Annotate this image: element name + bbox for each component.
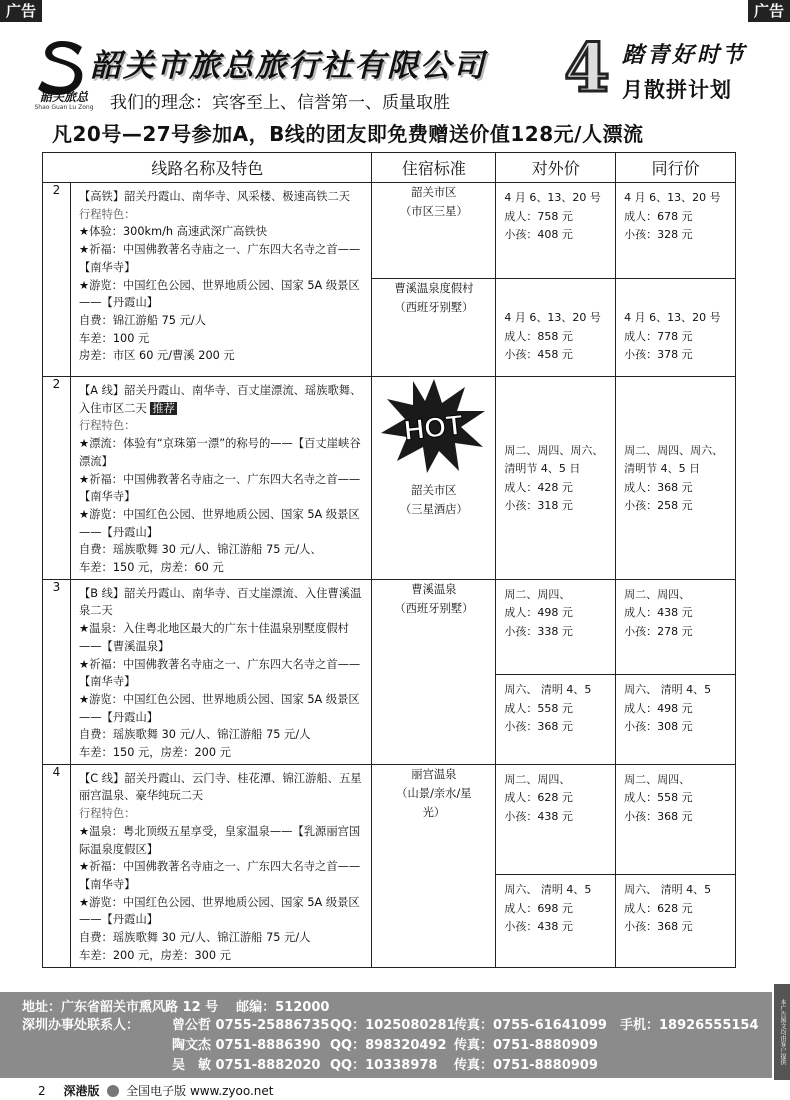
contact-row: 吴 敏 0751-8882020 QQ：10338978 传真：0751-8880909 — [172, 1058, 598, 1073]
stay-standard: 韶关市区 （市区三星） — [372, 183, 496, 279]
contact-row: 曾公哲 0755-25886735QQ：1025080281传真：0755-61641099 手机：18926555154 — [172, 1018, 759, 1033]
logo-subtext: Shao Guan Lu Zong — [34, 104, 94, 111]
hot-burst — [379, 377, 489, 473]
extra-line: 自费：瑶族歌舞 30 元/人、锦江游船 75 元/人、 — [78, 543, 322, 557]
ad-label-right: 广告 — [748, 0, 790, 22]
feature-item: ★温泉：入住粤北地区最大的广东十佳温泉别墅度假村——【曹溪温泉】 — [78, 622, 349, 653]
trade-price: 周二、周四、周六、 清明节 4、5 日 成人：368 元 小孩：258 元 — [616, 377, 736, 580]
edition-label: 深港版 — [63, 1084, 100, 1098]
routes-table — [42, 152, 736, 968]
stay-standard: HOT 韶关市区 （三星酒店） — [372, 377, 496, 580]
company-name: 韶关市旅总旅行社有限公司 — [90, 48, 486, 84]
trade-price: 4 月 6、13、20 号 成人：778 元 小孩：378 元 — [616, 279, 736, 377]
feature-item: ★游览：中国红色公园、世界地质公园、国家 5A 级景区——【丹霞山】 — [78, 692, 360, 724]
features-label: 行程特色： — [78, 419, 136, 433]
stay-standard: 曹溪温泉 （西班牙别墅） — [372, 579, 496, 764]
feature-item: ★祈福：中国佛教著名寺庙之一、广东四大名寺之首——【南华寺】 — [78, 243, 361, 274]
route-title: 【A 线】韶关丹霞山、南华寺、百丈崖漂流、瑶族歌舞、入住市区二天 推荐 — [78, 384, 362, 415]
extra-line: 自费：瑶族歌舞 30 元/人、锦江游船 75 元/人 — [78, 931, 311, 945]
table-row — [43, 764, 736, 874]
page-footer — [38, 1082, 274, 1099]
header-public-price: 对外价 — [496, 153, 616, 183]
month-number: 4 — [564, 29, 610, 107]
route-title: 【C 线】韶关丹霞山、云门寺、桂花潭、锦江游船、五星丽宫温泉、豪华纯玩二天 — [78, 771, 362, 803]
globe-icon — [107, 1085, 119, 1097]
row-number: 3 — [43, 579, 71, 764]
features-label: 行程特色： — [78, 207, 136, 221]
contacts-label: 深圳办事处联系人： — [22, 1018, 140, 1033]
route-title: 【高铁】韶关丹霞山、南华寺、风采楼、极速高铁二天 — [78, 190, 351, 203]
stay-standard: 曹溪温泉度假村 （西班牙别墅） — [372, 279, 496, 377]
ad-label-left: 广告 — [0, 0, 42, 22]
extra-line: 自费：锦江游船 75 元/人 — [78, 313, 206, 327]
contact-row: 陶文杰 0751-8886390 QQ：898320492 传真：0751-8880909 — [172, 1038, 598, 1053]
table-row — [43, 579, 736, 675]
promo-banner: 凡20号—27号参加A，B线的团友即免费赠送价值128元/人漂流 — [52, 122, 644, 146]
disclaimer-note: 本广告图文均由客户提供 — [774, 984, 790, 1080]
stay-standard: 丽宫温泉 （山景/亲水/星 光） — [372, 764, 496, 967]
feature-item: ★漂流：体验有“京珠第一漂”的称号的——【百丈崖峡谷漂流】 — [78, 437, 361, 468]
headline-spring: 踏青好时节 — [622, 43, 748, 68]
feature-item: ★温泉：粤北顶级五星享受，皇家温泉——【乳源丽宫国际温泉度假区】 — [78, 824, 361, 856]
route-description — [70, 579, 371, 764]
extra-line: 车差：100 元 — [78, 331, 150, 345]
address: 地址：广东省韶关市熏风路 12 号 邮编：512000 — [22, 1000, 330, 1015]
public-price: 周六、 清明 4、5 成人：698 元 小孩：438 元 — [496, 875, 616, 967]
starburst-icon — [379, 377, 489, 473]
table-row — [43, 377, 736, 580]
contact-footer — [0, 992, 772, 1078]
public-price: 周六、 清明 4、5 成人：558 元 小孩：368 元 — [496, 675, 616, 764]
trade-price: 周二、周四、 成人：558 元 小孩：368 元 — [616, 764, 736, 874]
public-price: 4 月 6、13、20 号 成人：858 元 小孩：458 元 — [496, 279, 616, 377]
trade-price: 周六、 清明 4、5 成人：498 元 小孩：308 元 — [616, 675, 736, 764]
row-number: 2 — [43, 377, 71, 580]
trade-price: 周六、 清明 4、5 成人：628 元 小孩：368 元 — [616, 875, 736, 967]
table-header-row — [43, 153, 736, 183]
feature-item: ★祈福：中国佛教著名寺庙之一、广东四大名寺之首——【南华寺】 — [78, 657, 361, 689]
route-title: 【B 线】韶关丹霞山、南华寺、百丈崖漂流、入住曹溪温泉二天 — [78, 586, 362, 618]
route-description — [70, 764, 371, 967]
header-trade-price: 同行价 — [616, 153, 736, 183]
extra-line: 车差：150 元，房差：200 元 — [78, 746, 231, 760]
company-philosophy: 我们的理念：宾客至上、信誉第一、质量取胜 — [110, 93, 450, 113]
extra-line: 车差：200 元，房差：300 元 — [78, 948, 231, 962]
header — [34, 30, 774, 116]
header-stay: 住宿标准 — [372, 153, 496, 183]
header-route: 线路名称及特色 — [43, 153, 372, 183]
logo-text: 韶关旅总 — [39, 90, 88, 104]
feature-item: ★体验：300km/h 高速武深广高铁快 — [78, 225, 268, 239]
public-price: 4 月 6、13、20 号 成人：758 元 小孩：408 元 — [496, 183, 616, 279]
public-price: 周二、周四、 成人：498 元 小孩：338 元 — [496, 579, 616, 675]
extra-line: 车差：150 元，房差：60 元 — [78, 561, 224, 575]
feature-item: ★游览：中国红色公园、世界地质公园、国家 5A 级景区——【丹霞山】 — [78, 895, 360, 927]
feature-item: ★游览：中国红色公园、世界地质公园、国家 5A 级景区——【丹霞山】 — [78, 278, 360, 310]
feature-item: ★祈福：中国佛教著名寺庙之一、广东四大名寺之首——【南华寺】 — [78, 860, 361, 891]
row-number: 2 — [43, 183, 71, 377]
hot-text: HOT — [402, 409, 465, 447]
feature-item: ★游览：中国红色公园、世界地质公园、国家 5A 级景区——【丹霞山】 — [78, 507, 360, 539]
table-row — [43, 183, 736, 279]
recommend-tag: 推荐 — [152, 401, 175, 415]
site-link[interactable]: 全国电子版 www.zyoo.net — [126, 1084, 274, 1098]
extra-line: 自费：瑶族歌舞 30 元/人、锦江游船 75 元/人 — [78, 728, 311, 742]
extra-line: 房差：市区 60 元/曹溪 200 元 — [78, 349, 235, 363]
public-price: 周二、周四、周六、 清明节 4、5 日 成人：428 元 小孩：318 元 — [496, 377, 616, 580]
route-description — [70, 377, 371, 580]
features-label: 行程特色： — [78, 807, 136, 821]
page-number: 2 — [38, 1084, 46, 1098]
headline-plan: 月散拼计划 — [622, 78, 732, 102]
row-number: 4 — [43, 764, 71, 967]
public-price: 周二、周四、 成人：628 元 小孩：438 元 — [496, 764, 616, 874]
route-description — [70, 183, 371, 377]
trade-price: 周二、周四、 成人：438 元 小孩：278 元 — [616, 579, 736, 675]
trade-price: 4 月 6、13、20 号 成人：678 元 小孩：328 元 — [616, 183, 736, 279]
feature-item: ★祈福：中国佛教著名寺庙之一、广东四大名寺之首——【南华寺】 — [78, 472, 361, 504]
